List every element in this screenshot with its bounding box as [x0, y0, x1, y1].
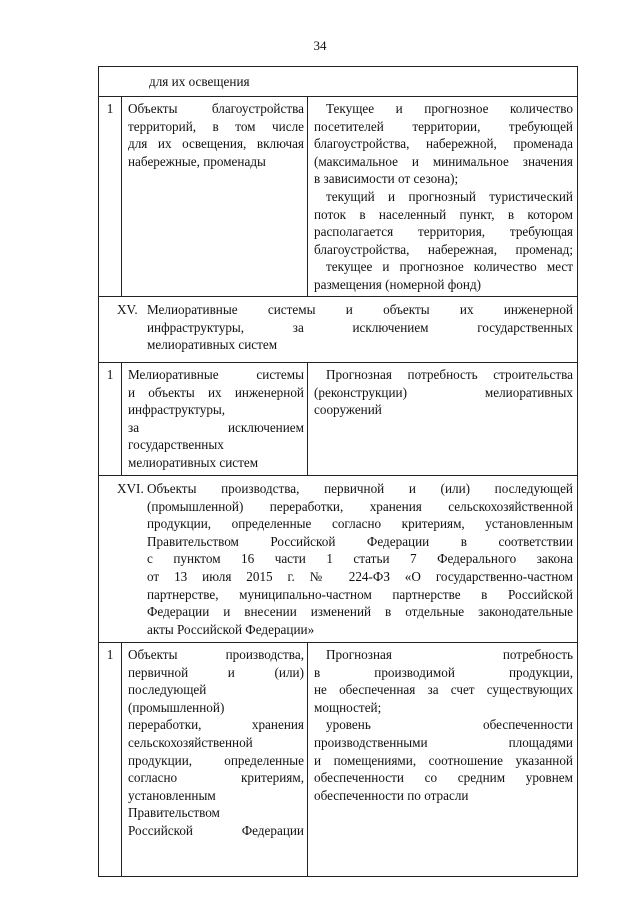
section-number: XVI. — [117, 481, 144, 496]
object-line: первичной и (или) — [128, 664, 304, 680]
parameter-line: благоустройства, набережной, променада — [314, 136, 573, 152]
section-line: Правительством Российской Федерации в соответствии — [147, 533, 573, 549]
parameter-line: размещения (номерной фонд) — [314, 276, 482, 292]
section-line: Мелиоративные системы и объекты их инженерной — [147, 302, 573, 317]
object-line: (промышленной) — [128, 699, 225, 715]
object-line: Объекты благоустройства — [128, 101, 304, 116]
parameter-line: и помещениями, соотношение указанной — [314, 752, 573, 768]
parameter-line: обеспеченности со средним уровнем — [314, 770, 573, 786]
parameter-line: текущий и прогнозный туристический — [326, 188, 573, 204]
table-row — [99, 363, 577, 476]
table-row — [99, 97, 577, 297]
section-line: с пунктом 16 части 1 статьи 7 Федерального закона — [147, 551, 573, 567]
object-line: Мелиоративные системы — [128, 367, 304, 382]
object-line: сельскохозяйственной — [128, 734, 253, 750]
continuation-row — [99, 67, 577, 97]
parameter-line: поток в населенный пункт, в котором — [314, 206, 573, 222]
parameter-line: производственными площадями — [314, 734, 573, 750]
section-title — [147, 301, 573, 354]
parameter-line: посетителей территории, требующей — [314, 118, 573, 134]
parameter-line: Текущее и прогнозное количество — [326, 101, 573, 116]
page-number: 34 — [313, 38, 327, 53]
object-line: за исключением — [128, 419, 304, 435]
parameter-line: располагается территория, требующая — [314, 224, 573, 240]
section-line: партнерстве, муниципально-частном партнерстве в Российской — [147, 586, 573, 602]
parameter-line: (реконструкции) мелиоративных — [314, 384, 573, 400]
object-line: последующей — [128, 682, 207, 698]
object-line: Объекты производства, — [128, 647, 304, 662]
continuation-text: для их освещения — [149, 74, 250, 89]
parameter-line: Прогнозная потребность строительства — [326, 367, 573, 382]
section-line: Федерации и внесении изменений в отдельные законодательные — [147, 604, 573, 620]
parameter-line: уровень обеспеченности — [326, 717, 573, 733]
parameter-cell — [307, 643, 577, 876]
parameter-line: в производимой продукции, — [314, 664, 573, 680]
section-line: акты Российской Федерации» — [147, 621, 315, 637]
object-cell — [121, 643, 307, 876]
section-row — [99, 297, 577, 363]
section-row — [99, 476, 577, 643]
object-line: государственных — [128, 437, 224, 453]
object-line: Российской Федерации — [128, 822, 304, 838]
object-line: согласно критериям, — [128, 770, 304, 786]
parameter-line: (максимальное и минимальное значения — [314, 153, 573, 169]
section-title — [147, 480, 573, 638]
row-number: 1 — [106, 367, 114, 382]
object-cell — [121, 363, 307, 475]
object-line: установленным — [128, 787, 216, 803]
object-line: продукции, определенные — [128, 752, 304, 768]
object-line: и объекты их инженерной — [128, 384, 304, 400]
parameter-line: обеспеченности по отрасли — [314, 787, 469, 803]
section-line: от 13 июля 2015 г. № 224-ФЗ «О государственно-частном — [147, 568, 573, 584]
parameter-line: мощностей; — [314, 699, 382, 715]
parameter-line: Прогнозная потребность — [326, 647, 573, 662]
section-line: инфраструктуры, за исключением государственных — [147, 319, 573, 335]
row-number: 1 — [106, 101, 114, 116]
object-line: набережные, променады — [128, 153, 266, 169]
section-line: (промышленной) переработки, хранения сельскохозяйственной — [147, 498, 573, 514]
object-line: для их освещения, включая — [128, 136, 304, 152]
object-cell — [121, 97, 307, 296]
parameter-line: не обеспеченная за счет существующих — [314, 682, 573, 698]
section-number: XV. — [117, 302, 138, 317]
object-line: инфраструктуры, — [128, 402, 226, 418]
object-line: территорий, в том числе — [128, 118, 304, 134]
section-line: продукции, определенные согласно критериям, установленным — [147, 516, 573, 532]
parameter-cell — [307, 97, 577, 296]
document-table — [98, 66, 578, 877]
section-line: мелиоративных систем — [147, 337, 278, 353]
parameter-cell — [307, 363, 577, 475]
parameter-line: сооружений — [314, 402, 382, 418]
object-line: Правительством — [128, 805, 220, 821]
table-row — [99, 643, 577, 876]
parameter-line: благоустройства, набережная, променад; — [314, 241, 573, 257]
object-line: мелиоративных систем — [128, 454, 259, 470]
row-number: 1 — [106, 647, 114, 662]
parameter-line: в зависимости от сезона); — [314, 171, 459, 187]
section-line: Объекты производства, первичной и (или) последующей — [147, 481, 573, 496]
object-line: переработки, хранения — [128, 717, 304, 733]
parameter-line: текущее и прогнозное количество мест — [326, 259, 573, 275]
